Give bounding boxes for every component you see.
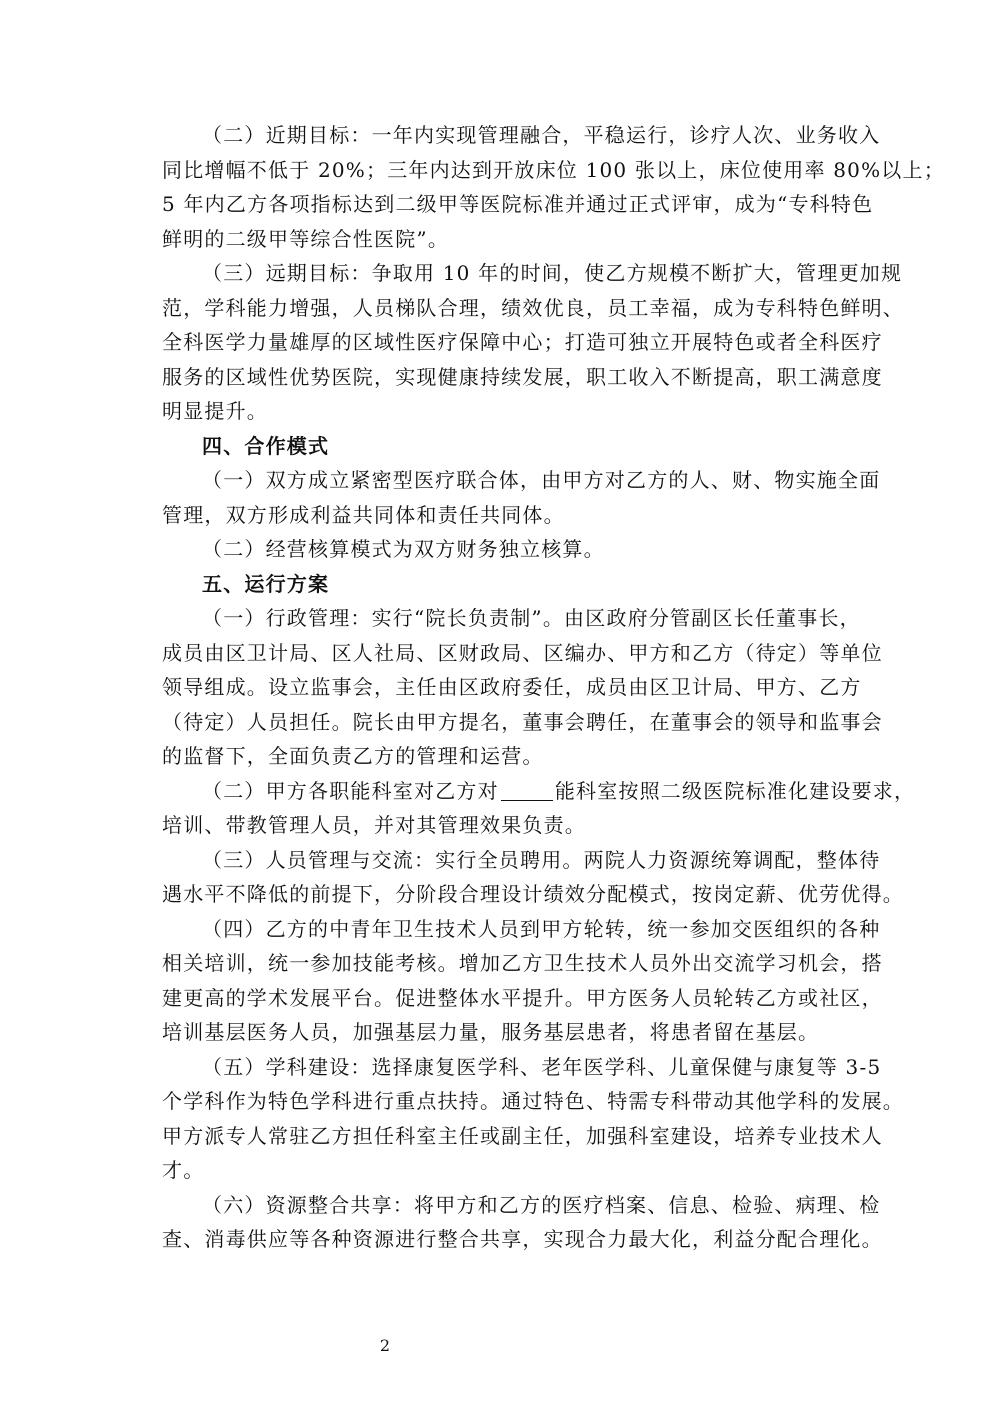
text-line: 个学科作为特色学科进行重点扶持。通过特色、特需专科带动其他学科的发展。: [162, 1089, 904, 1113]
text-line: 5 年内乙方各项指标达到二级甲等医院标准并通过正式评审，成为“专科特色: [162, 192, 874, 216]
document-body: [162, 118, 945, 1257]
text-line: 甲方派专人常驻乙方担任科室主任或副主任，加强科室建设，培养专业技术人: [162, 1123, 883, 1148]
text-line: （待定）人员担任。院长由甲方提名，董事会聘任，在董事会的领导和监事会: [162, 709, 883, 734]
text-line: 鲜明的二级甲等综合性医院”。: [162, 226, 450, 251]
paragraph-administration: [162, 601, 883, 774]
page-number: 2: [379, 1336, 391, 1355]
text-line: （三）人员管理与交流：实行全员聘用。两院人力资源统筹调配，整体待: [202, 847, 881, 872]
paragraph-long-term-goals: [162, 256, 904, 429]
text-line: 建更高的学术发展平台。促进整体水平提升。甲方医务人员轮转乙方或社区，: [162, 985, 883, 1010]
text-line: 全科医学力量雄厚的区域性医疗保障中心；打造可独立开展特色或者全科医疗: [162, 330, 883, 354]
text-line: 成员由区卫计局、区人社局、区财政局、区编办、甲方和乙方（待定）等单位: [162, 640, 883, 665]
text-line: 同比增幅不低于 20%；三年内达到开放床位 100 张以上，床位使用率 80%以上；: [162, 157, 945, 182]
fill-in-blank: [501, 780, 553, 801]
paragraph-cooperation-1: [162, 463, 881, 532]
text-line: 范，学科能力增强，人员梯队合理，绩效优良，员工幸福，成为专科特色鲜明、: [162, 295, 904, 320]
text-line: （一）双方成立紧密型医疗联合体，由甲方对乙方的人、财、物实施全面: [202, 468, 881, 492]
text-line: 明显提升。: [162, 399, 268, 423]
text-line: 查、消毒供应等各种资源进行整合共享，实现合力最大化，利益分配合理化。: [162, 1227, 883, 1251]
text-line: 管理，双方形成利益共同体和责任共同体。: [162, 502, 565, 527]
paragraph-cooperation-2: [162, 532, 862, 567]
text-line: （五）学科建设：选择康复医学科、老年医学科、儿童保健与康复等 3-5: [202, 1054, 882, 1079]
text-line: 培训基层医务人员，加强基层力量，服务基层患者，将患者留在基层。: [162, 1020, 820, 1044]
text-line: 培训、带教管理人员，并对其管理效果负责。: [162, 813, 586, 837]
text-line: 服务的区域性优势医院，实现健康持续发展，职工收入不断提高，职工满意度: [162, 364, 883, 389]
paragraph-resource-sharing: [162, 1188, 883, 1257]
text-line: （四）乙方的中青年卫生技术人员到甲方轮转，统一参加交医组织的各种: [202, 916, 881, 941]
text-line: （二）经营核算模式为双方财务独立核算。: [202, 537, 605, 561]
text-line: （一）行政管理：实行“院长负责制”。由区政府分管副区长任董事长，: [202, 606, 861, 630]
paragraph-near-term-goals: [162, 118, 945, 256]
text-line: （二）近期目标：一年内实现管理融合，平稳运行，诊疗人次、业务收入: [202, 123, 881, 147]
paragraph-staff-rotation: [162, 912, 883, 1050]
paragraph-personnel: [162, 843, 904, 912]
text-line: 领导组成。设立监事会，主任由区政府委任，成员由区卫计局、甲方、乙方: [162, 675, 862, 699]
text-line: 的监督下，全面负责乙方的管理和运营。: [162, 744, 544, 768]
text-line: （六）资源整合共享：将甲方和乙方的医疗档案、信息、检验、病理、检: [202, 1192, 881, 1217]
text-line: （三）远期目标：争取用 10 年的时间，使乙方规模不断扩大，管理更加规: [202, 261, 903, 285]
text-after-blank: 能科室按照二级医院标准化建设要求，: [554, 778, 916, 803]
paragraph-functional-departments: [162, 774, 916, 843]
text-line: 遇水平不降低的前提下，分阶段合理设计绩效分配模式，按岗定薪、优劳优得。: [162, 882, 904, 906]
text-line: 才。: [162, 1158, 205, 1182]
section-heading-operation-plan: 五、运行方案: [202, 571, 330, 596]
paragraph-discipline-building: [162, 1050, 904, 1188]
text-line-with-blank: [162, 774, 916, 809]
text-before-blank: （二）甲方各职能科室对乙方对: [202, 778, 499, 803]
section-heading-cooperation-mode: 四、合作模式: [202, 433, 330, 458]
text-line: 相关培训，统一参加技能考核。增加乙方卫生技术人员外出交流学习机会，搭: [162, 951, 883, 975]
